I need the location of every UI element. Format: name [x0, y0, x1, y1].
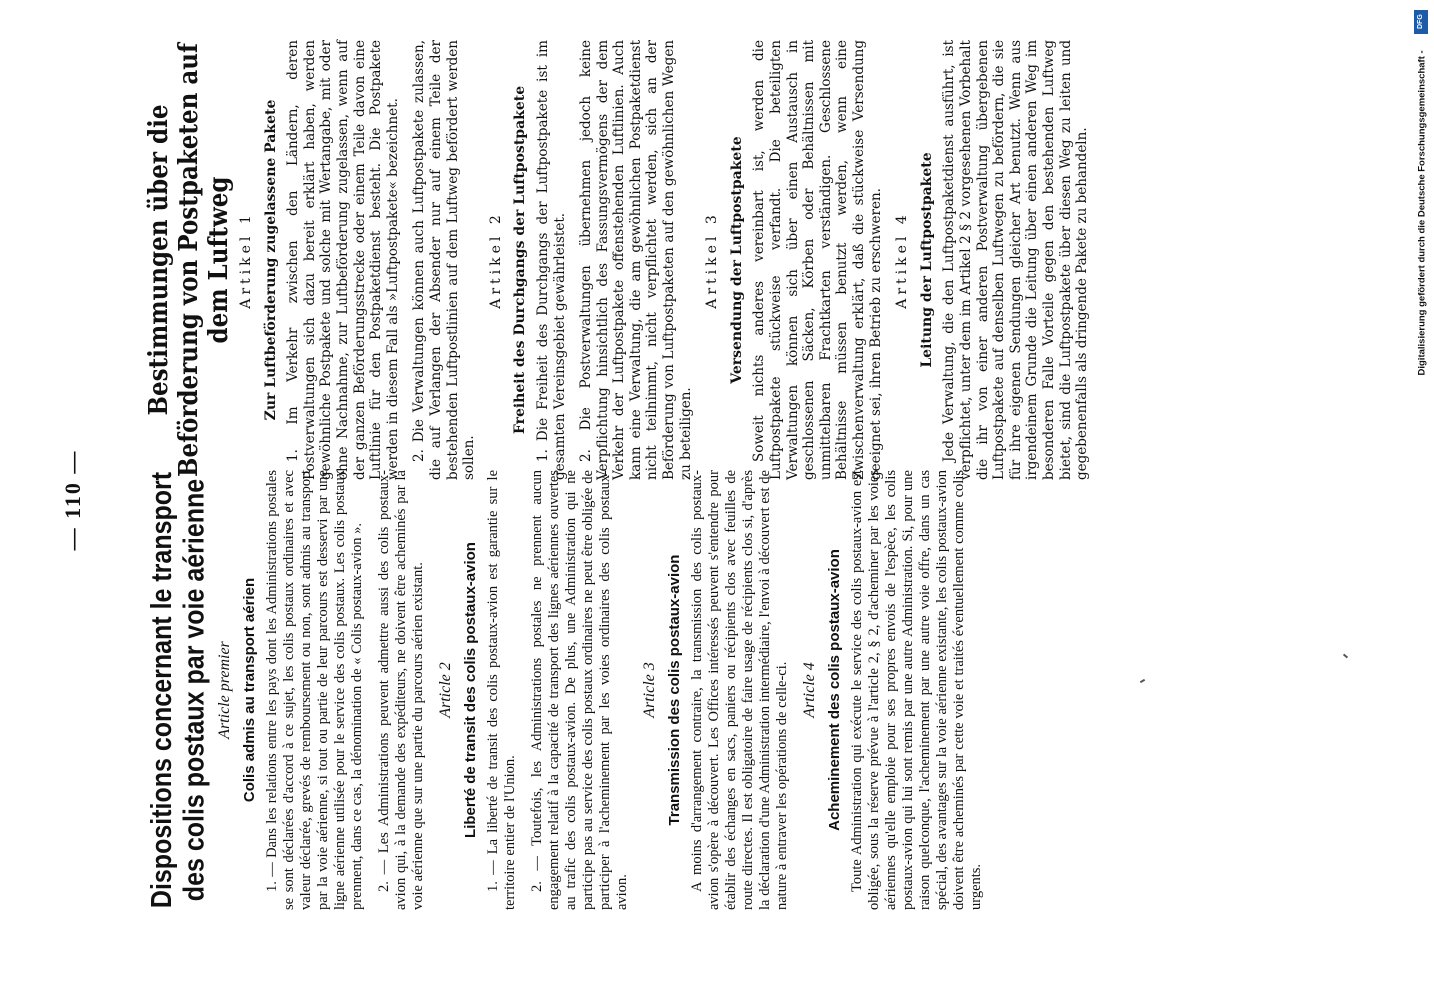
article-heading: Liberté de transit des colis postaux-avion [462, 542, 479, 838]
dfg-credit-strip [1412, 10, 1432, 390]
article-heading: Leitung der Luftpostpakete [918, 152, 935, 368]
french-article-1 [216, 470, 427, 910]
paragraph: 1. — Dans les relations entre les pays dont les Administrations postales se sont déclarées d'accord à ce sujet, les colis postaux ordinaires et avec valeur déclarée, grevés de remboursement ou non, sont admis au transport par la voie aérienne, si tout ou partie de leur parcours est desservi par une ligne aérienne utilisée pour le service des colis postaux. Les colis postaux prennent, dans ce cas, la dénomination de « Colis postaux-avion ». [264, 470, 365, 910]
article-label: Artikel 1 [238, 211, 254, 309]
french-title: Dispositions concernant le transport des colis postaux par voie aérienne [145, 471, 211, 909]
french-article-3 [641, 470, 791, 910]
german-column [143, 40, 1101, 480]
paragraph: 1. Die Freiheit des Durchgangs der Luftpostpakete ist im gesamten Vereinsgebiet gewährleistet. [534, 40, 568, 480]
page-number: — 110 — [60, 449, 85, 551]
paragraph: 1. Im Verkehr zwischen den Ländern, deren Postverwaltungen sich dazu bereit erklärt haben, werden gewöhnliche Postpakete und solche mit Wertangabe, mit oder ohne Nachnahme, zur Luftbeförderung zugelassen, wenn auf der ganzen Beförderungsstrecke oder einem Teile davon eine Luftlinie für den Postpaketdienst besteht. Die Postpakete werden in diesem Fall als »Luftpostpakete« bezeichnet. [285, 40, 401, 480]
article-label: Artikel 2 [487, 211, 504, 309]
article-heading: Colis admis au transport aérien [241, 577, 258, 803]
article-label: Article premier [216, 641, 233, 739]
german-title: Bestimmungen über die Beförderung von Postpaketen auf dem Luftweg [143, 43, 234, 477]
german-article-4 [894, 40, 1091, 480]
article-heading: Zur Luftbeförderung zugelassene Pakete [262, 99, 279, 421]
article-label: Article 2 [437, 662, 454, 718]
german-article-1 [238, 40, 478, 480]
french-column [145, 470, 995, 910]
article-heading: Versendung der Luftpostpakete [728, 136, 745, 384]
article-heading: Transmission des colis postaux-avion [666, 554, 683, 826]
article-label: Artikel 3 [704, 211, 721, 309]
dfg-logo-text: DFG [1417, 14, 1424, 29]
paragraph: 2. Die Postverwaltungen übernehmen jedoch keine Verpflichtung hinsichtlich des Fassungsvermögens der dem Verkehr der Luftpostpakete offenstehenden Luftlinien. Auch kann eine Verwaltung, die am gewöhnlichen Postpaketdienst nicht teilnimmt, nicht verpflichtet werden, sich an der Beförderung von Luftpostpaketen auf den gewöhnlichen Wegen zu beteiligen. [578, 40, 694, 480]
paragraph: 2. Die Verwaltungen können auch Luftpostpakete zulassen, die auf Verlangen der Absender nur auf einem Teile der bestehenden Luftpostlinien auf dem Luftweg befördert werden sollen. [411, 40, 478, 480]
paragraph: Soweit nichts anderes vereinbart ist, werden die Luftpostpakete stückweise verfandt. Die beteiligten Verwaltungen können sich über einen Austausch in geschlossenen Säcken, Körben oder Behältnissen mit unmittelbaren Frachtkarten verständigen. Geschlossene Behältnisse müssen benutzt werden, wenn eine Zwischenverwaltung erklärt, daß die stückweise Versendung geeignet sei, ihren Betrieb zu erschweren. [751, 40, 884, 480]
article-label: Article 4 [801, 662, 818, 718]
dfg-credit-text: Digitalisierung gefördert durch die Deutsche Forschungsgemeinschaft - [1416, 50, 1428, 376]
article-heading: Acheminement des colis postaux-avion [826, 549, 843, 831]
article-label: Artikel 4 [894, 211, 911, 309]
french-article-2 [437, 470, 631, 910]
paragraph: A moins d'arrangement contraire, la transmission des colis postaux-avion s'opère à découvert. Les Offices intéressés peuvent s'entendre pour établir des échanges en sacs, paniers ou récipients clos avec feuilles de route directes. Il est obligatoire de faire usage de récipients clos si, d'après la déclaration d'une Administration intermédiaire, l'envoi à découvert est de nature à entraver les opérations de celle-ci. [689, 470, 790, 910]
german-article-3 [704, 40, 884, 480]
paragraph: Toute Administration qui exécute le service des colis postaux-avion est obligée, sous la réserve prévue à l'article 2, § 2, d'acheminer par les voies aériennes qu'elle emploie pour ses propres envois de l'espèce, les colis postaux-avion qui lui sont remis par une autre Administration. Si, pour une raison quelconque, l'acheminement par une autre voie offre, dans un cas spécial, des avantages sur la voie aérienne existante, les colis postaux-avion doivent être acheminés par cette voie et traités éventuellement comme colis urgents. [849, 470, 984, 910]
paragraph: 2. — Toutefois, les Administrations postales ne prennent aucun engagement relatif à la capacité de transport des lignes aériennes ouvertes au trafic des colis postaux-avion. De plus, une Administration qui ne participe pas au service des colis postaux ordinaires ne peut être obligée de participer à l'acheminement par les voies ordinaires des colis postaux-avion. [529, 470, 630, 910]
paragraph: 2. — Les Administrations peuvent admettre aussi des colis postaux-avion qui, à la demande des expéditeurs, ne doivent être acheminés par la voie aérienne que sur une partie du parcours aérien existant. [376, 470, 426, 910]
paragraph: 1. — La liberté de transit des colis postaux-avion est garantie sur le territoire entier de l'Union. [485, 470, 518, 910]
paragraph: Jede Verwaltung, die den Luftpostpaketdienst ausführt, ist verpflichtet, unter dem im Artikel 2 § 2 vorgesehenen Vorbehalt die ihr von einer anderen Postverwaltung übergebenen Luftpostpakete auf denselben Luftwegen zu befördern, die sie für ihre eigenen Sendungen gleicher Art benutzt. Wenn aus irgendeinem Grunde die Leitung über einen anderen Weg im besonderen Falle Vorteile gegen den bestehenden Luftweg bietet, sind die Luftpostpakete über diesen Weg zu leiten und gegebenenfalls als dringende Pakete zu behandeln. [941, 40, 1091, 480]
french-article-4 [801, 470, 985, 910]
article-label: Article 3 [641, 662, 658, 718]
german-article-2 [488, 40, 695, 480]
article-heading: Freiheit des Durchgangs der Luftpostpakete [512, 85, 529, 435]
